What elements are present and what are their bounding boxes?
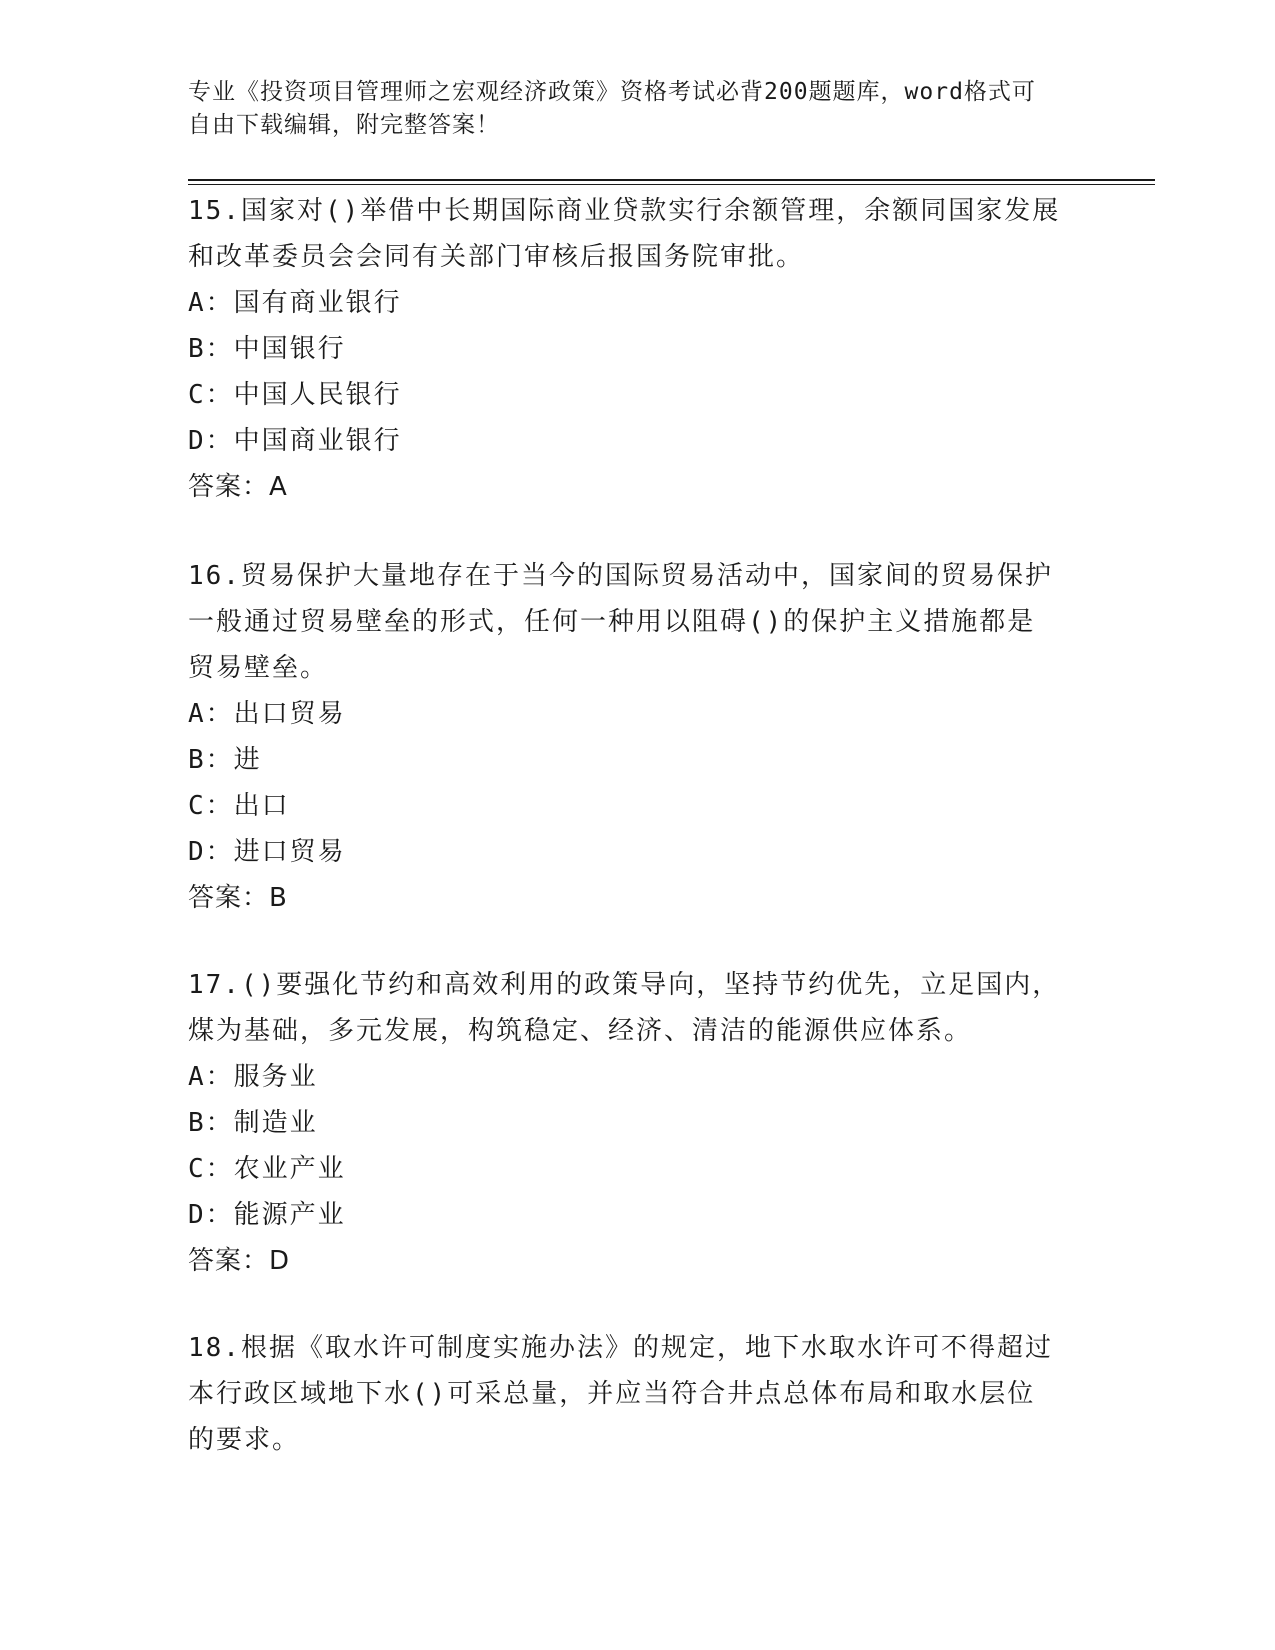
header-divider [188, 179, 1155, 181]
option-c: C：农业产业 [188, 1154, 346, 1184]
answer: 答案：B [188, 883, 288, 913]
question-stem-line: 17.()要强化节约和高效利用的政策导向，坚持节约优先，立足国内， [188, 970, 1061, 1000]
question-stem-line: 一般通过贸易壁垒的形式，任何一种用以阻碍()的保护主义措施都是 [188, 607, 1036, 637]
question-16 [188, 553, 1068, 921]
answer: 答案：D [188, 1246, 291, 1276]
question-stem-line: 贸易壁垒。 [188, 653, 329, 683]
question-15 [188, 188, 1068, 510]
question-stem-line: 和改革委员会会同有关部门审核后报国务院审批。 [188, 242, 805, 272]
option-d: D：中国商业银行 [188, 426, 402, 456]
document-header [188, 76, 1068, 142]
question-stem-line: 18.根据《取水许可制度实施办法》的规定，地下水取水许可不得超过 [188, 1333, 1053, 1363]
question-17 [188, 962, 1068, 1284]
answer: 答案：A [188, 472, 288, 502]
header-divider-thin [188, 184, 1155, 185]
header-line-2: 自由下载编辑，附完整答案！ [188, 112, 500, 138]
option-b: B：中国银行 [188, 334, 346, 364]
question-18 [188, 1325, 1068, 1463]
question-stem-line: 16.贸易保护大量地存在于当今的国际贸易活动中，国家间的贸易保护 [188, 561, 1053, 591]
option-a: A：出口贸易 [188, 699, 346, 729]
header-line-1: 专业《投资项目管理师之宏观经济政策》资格考试必背200题题库，word格式可 [188, 79, 1036, 105]
question-stem-line: 煤为基础，多元发展，构筑稳定、经济、清洁的能源供应体系。 [188, 1016, 973, 1046]
option-b: B：进 [188, 745, 262, 775]
option-c: C：出口 [188, 791, 290, 821]
option-a: A：国有商业银行 [188, 288, 402, 318]
question-stem-line: 15.国家对()举借中长期国际商业贷款实行余额管理，余额同国家发展 [188, 196, 1061, 226]
question-stem-line: 本行政区域地下水()可采总量，并应当符合井点总体布局和取水层位 [188, 1379, 1036, 1409]
option-b: B：制造业 [188, 1108, 318, 1138]
option-d: D：进口贸易 [188, 837, 346, 867]
option-d: D：能源产业 [188, 1200, 346, 1230]
option-a: A：服务业 [188, 1062, 318, 1092]
option-c: C：中国人民银行 [188, 380, 402, 410]
question-stem-line: 的要求。 [188, 1425, 301, 1455]
